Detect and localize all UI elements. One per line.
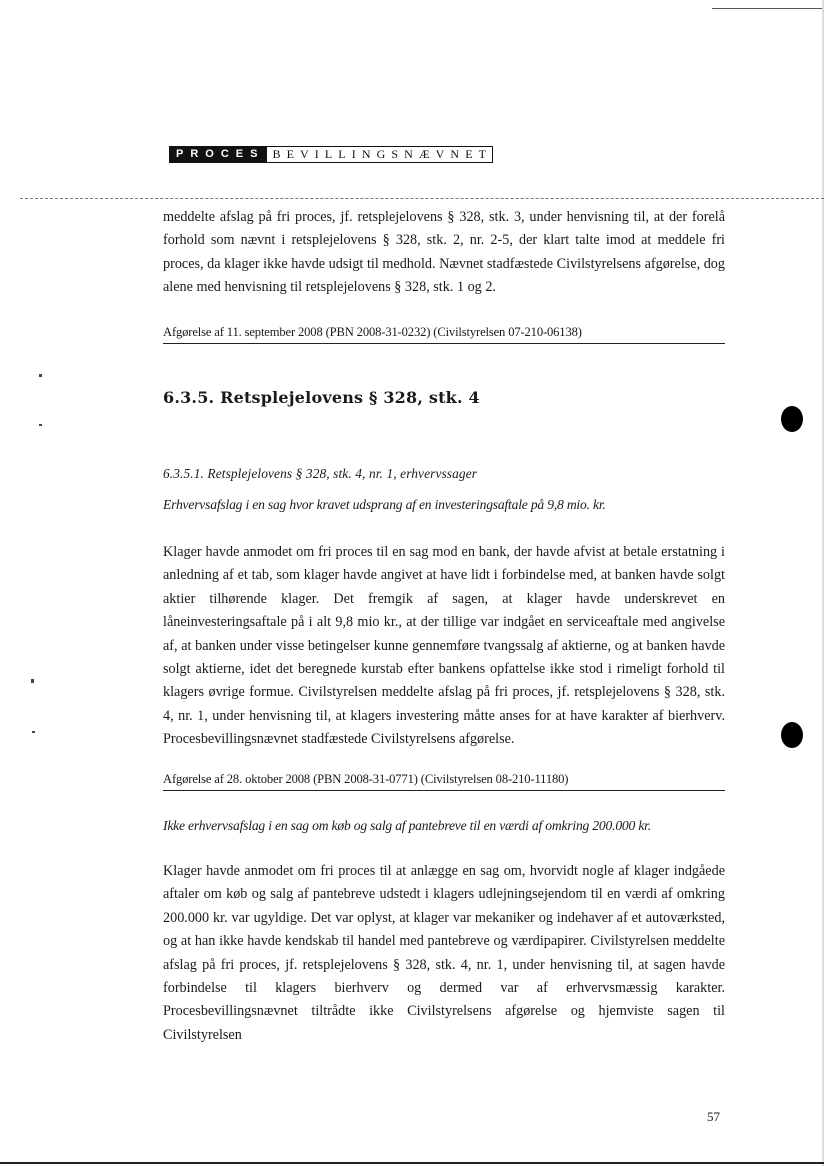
binding-hole-mark	[781, 722, 803, 748]
case-paragraph: Klager havde anmodet om fri proces til en sag mod en bank, der havde afvist at betale erstatning i anledning af et tab, som klager havde angivet at have lidt i forbindelse med, at banken havde solgt aktier tilhørende klager. Det fremgik af sagen, at klager havde underskrevet en låneinvesteringsaftale på i alt 9,8 mio kr., at der tillige var indgået en serviceaftale med angivelse af, at banken under visse betingelser kunne gennemføre tvangssalg af aktierne, og at banken havde solgt aktierne, idet det beregnede kurstab efter bankens opfattelse ikke stod i rimeligt forhold til klagers øvrige formue. Civilstyrelsen meddelte afslag på fri proces, jf. retsplejelovens § 328, stk. 4, nr. 1, under henvisning til, at klagers investering måtte anses for at have karakter af bierhverv. Procesbevillingsnævnet stadfæstede Civilstyrelsens afgørelse.	[163, 544, 725, 748]
logo-bevillingsnaevnet: BEVILLINGSNÆVNET	[266, 146, 493, 163]
page-number: 57	[707, 1109, 720, 1124]
subsection-heading: 6.3.5.1. Retsplejelovens § 328, stk. 4, nr. 1, erhvervssager	[163, 466, 478, 481]
section-heading: 6.3.5. Retsplejelovens § 328, stk. 4	[163, 388, 480, 407]
case-title: Ikke erhvervsafslag i en sag om køb og salg af pantebreve til en værdi af omkring 200.000 kr.	[163, 818, 651, 833]
scan-speck	[32, 731, 35, 733]
decision-reference: Afgørelse af 28. oktober 2008 (PBN 2008-31-0771) (Civilstyrelsen 08-210-11180)	[163, 771, 725, 791]
scan-speck	[31, 679, 34, 683]
scan-bottom-edge	[0, 1162, 824, 1164]
header-logo	[169, 146, 493, 163]
case-title: Erhvervsafslag i en sag hvor kravet udsprang af en investeringsaftale på 9,8 mio. kr.	[163, 497, 606, 512]
scan-edge-line	[712, 8, 824, 9]
continued-paragraph: meddelte afslag på fri proces, jf. retsplejelovens § 328, stk. 3, under henvisning til, at der forelå forhold som nævnt i retsplejelovens § 328, stk. 2, nr. 2-5, der klart talte imod at meddele fri proces, da klager ikke havde udsigt til medhold. Nævnet stadfæstede Civilstyrelsens afgørelse, dog alene med henvisning til retsplejelovens § 328, stk. 1 og 2.	[163, 209, 725, 296]
scan-speck	[39, 374, 42, 377]
header-dashed-rule	[20, 198, 824, 199]
binding-hole-mark	[781, 406, 803, 432]
case-paragraph: Klager havde anmodet om fri proces til at anlægge en sag om, hvorvidt nogle af klager indgåede aftaler om køb og salg af pantebreve udstedt i klagers udlejningsejendom til en værdi af omkring 200.000 kr. var ugyldige. Det var oplyst, at klager var mekaniker og indehaver af et autoværksted, og at han ikke havde kendskab til handel med pantebreve og værdipapirer. Civilstyrelsen meddelte afslag på fri proces, jf. retsplejelovens § 328, stk. 4, nr. 1, under henvisning til, at sagen havde forbindelse til klagers bierhverv og dermed var af erhvervsmæssig karakter. Procesbevillingsnævnet tiltrådte ikke Civilstyrelsens afgørelse og hjemviste sagen til Civilstyrelsen	[163, 863, 725, 1043]
scan-speck	[39, 424, 42, 426]
decision-reference: Afgørelse af 11. september 2008 (PBN 2008-31-0232) (Civilstyrelsen 07-210-06138)	[163, 324, 725, 344]
logo-proces: PROCES	[169, 146, 266, 163]
